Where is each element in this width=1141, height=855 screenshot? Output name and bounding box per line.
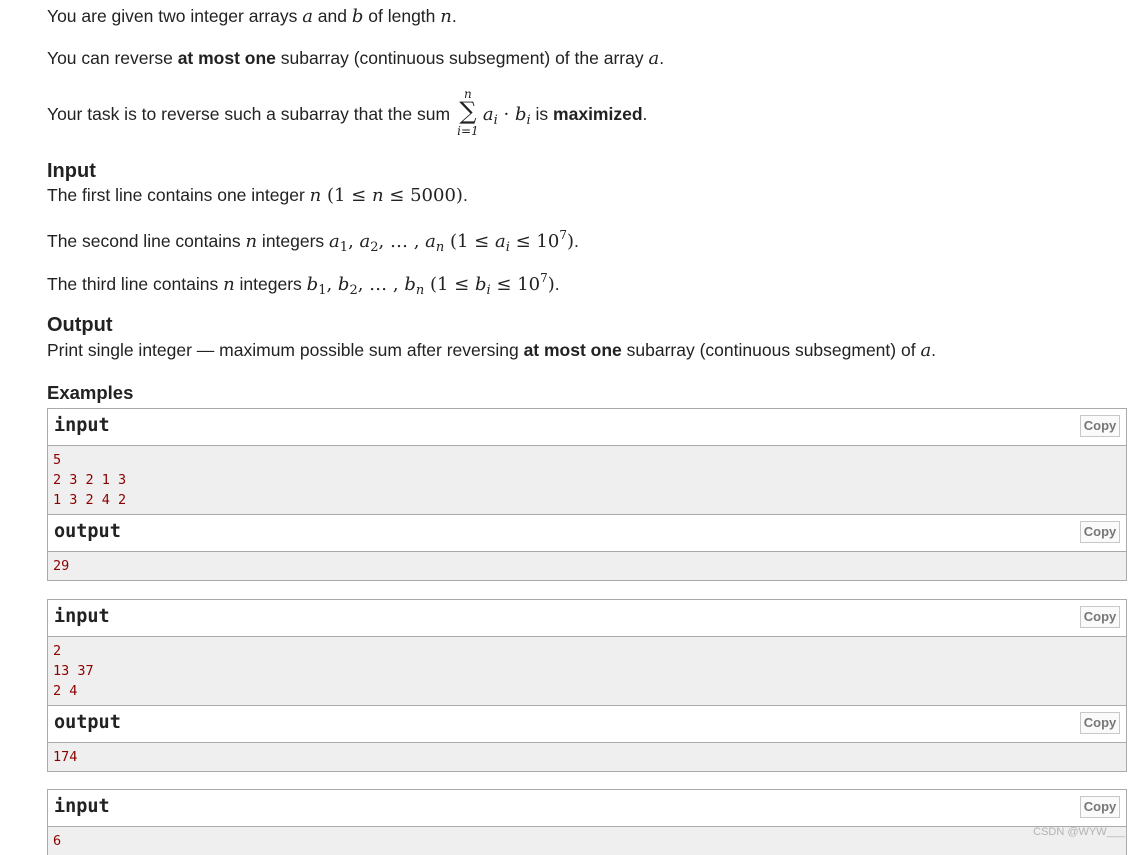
bold-text: maximized bbox=[553, 104, 643, 124]
math-sub: i bbox=[493, 113, 498, 128]
math-var: a bbox=[359, 231, 371, 252]
math-var: a bbox=[648, 48, 660, 69]
math-sub: i bbox=[505, 240, 510, 255]
text: You are given two integer arrays bbox=[47, 6, 303, 26]
text: You can reverse bbox=[47, 48, 178, 68]
input-line: 6 bbox=[53, 833, 62, 849]
text: . bbox=[554, 274, 560, 294]
math-sub: 2 bbox=[370, 240, 379, 255]
watermark: CSDN @WYW___ bbox=[1033, 826, 1125, 838]
math-var: a bbox=[920, 340, 932, 361]
math-var: n bbox=[245, 231, 258, 252]
text: integers bbox=[257, 231, 330, 251]
math-var: b bbox=[404, 274, 416, 295]
output-line: 174 bbox=[53, 749, 78, 765]
examples-heading: Examples bbox=[47, 382, 134, 403]
example-output-body bbox=[48, 552, 1126, 580]
input-label: input bbox=[54, 415, 110, 436]
math-sub: 1 bbox=[318, 283, 327, 298]
math-text: (1 ≤ bbox=[444, 231, 495, 252]
statement-paragraph-2 bbox=[47, 48, 664, 69]
math-text: ≤ 10 bbox=[509, 231, 560, 252]
math-op: · bbox=[497, 104, 515, 125]
text: subarray (continuous subsegment) of bbox=[621, 340, 921, 360]
math-var: a bbox=[425, 231, 436, 252]
example-3 bbox=[47, 789, 1127, 855]
math-text: , bbox=[348, 231, 360, 252]
math-text: ) bbox=[566, 231, 574, 252]
bold-text: at most one bbox=[177, 48, 276, 68]
input-line: 1 3 2 4 2 bbox=[53, 492, 127, 508]
math-sub: 1 bbox=[339, 240, 349, 255]
copy-button[interactable]: Copy bbox=[1080, 606, 1120, 628]
text: . bbox=[931, 340, 937, 360]
text: The first line contains one integer bbox=[47, 185, 310, 205]
input-label: input bbox=[54, 606, 110, 627]
input-line-3 bbox=[47, 271, 560, 298]
math-var: b bbox=[337, 274, 350, 295]
sum-upper: n bbox=[464, 87, 472, 101]
copy-button[interactable]: Copy bbox=[1080, 415, 1120, 437]
example-input-body bbox=[48, 637, 1126, 706]
math-var: b bbox=[306, 274, 319, 295]
text: The third line contains bbox=[47, 274, 224, 294]
text: . bbox=[462, 185, 468, 205]
text: Print single integer — maximum possible sum after reversing bbox=[47, 340, 524, 360]
text: . bbox=[642, 104, 648, 124]
math-var: b bbox=[351, 6, 364, 27]
math-text: ≤ 5000) bbox=[383, 185, 463, 206]
output-line: 29 bbox=[53, 558, 70, 574]
sum-symbol: ∑ bbox=[459, 97, 477, 125]
example-1 bbox=[47, 408, 1127, 581]
sum-lower: i=1 bbox=[457, 124, 479, 138]
example-output-header bbox=[48, 515, 1126, 552]
input-line: 2 bbox=[53, 643, 62, 659]
text: is bbox=[530, 104, 554, 124]
text: The second line contains bbox=[47, 231, 246, 251]
text: and bbox=[312, 6, 352, 26]
input-line-2 bbox=[47, 228, 579, 255]
example-2 bbox=[47, 599, 1127, 772]
math-var: n bbox=[440, 6, 452, 27]
math-sub: i bbox=[486, 283, 491, 298]
math-var: b bbox=[474, 274, 487, 295]
input-line-1 bbox=[47, 185, 468, 206]
math-var: a bbox=[302, 6, 313, 27]
example-input-header bbox=[48, 790, 1126, 827]
math-var: a bbox=[482, 104, 494, 125]
bold-text: at most one bbox=[523, 340, 622, 360]
text: . bbox=[451, 6, 457, 26]
example-input-header bbox=[48, 600, 1126, 637]
math-var: a bbox=[494, 231, 506, 252]
output-heading: Output bbox=[47, 314, 113, 336]
math-text: ≤ 10 bbox=[490, 274, 541, 295]
text: Your task is to reverse such a subarray that the sum bbox=[47, 104, 455, 124]
math-sup: 7 bbox=[540, 271, 548, 285]
example-input-body bbox=[48, 446, 1126, 515]
math-sub: n bbox=[415, 283, 425, 298]
math-sup: 7 bbox=[559, 228, 567, 242]
math-text: ) bbox=[547, 274, 555, 295]
example-input-body bbox=[48, 827, 1126, 855]
math-text: (1 ≤ bbox=[424, 274, 475, 295]
example-output-body bbox=[48, 743, 1126, 771]
math-text: , … , bbox=[357, 274, 405, 295]
text: integers bbox=[234, 274, 307, 294]
text: . bbox=[659, 48, 665, 68]
input-line: 13 37 bbox=[53, 663, 94, 679]
math-sub: n bbox=[435, 240, 445, 255]
math-var: n bbox=[371, 185, 384, 206]
math-var: n bbox=[223, 274, 235, 295]
input-label: input bbox=[54, 796, 110, 817]
text: subarray (continuous subsegment) of the array bbox=[275, 48, 649, 68]
math-text: , … , bbox=[378, 231, 426, 252]
example-output-header bbox=[48, 706, 1126, 743]
math-var: b bbox=[514, 104, 527, 125]
math-var: n bbox=[309, 185, 322, 206]
input-heading: Input bbox=[47, 160, 96, 182]
copy-button[interactable]: Copy bbox=[1080, 521, 1120, 543]
copy-button[interactable]: Copy bbox=[1080, 796, 1120, 818]
output-label: output bbox=[54, 712, 121, 733]
text: of length bbox=[363, 6, 441, 26]
output-line-1 bbox=[47, 340, 936, 361]
output-label: output bbox=[54, 521, 121, 542]
copy-button[interactable]: Copy bbox=[1080, 712, 1120, 734]
input-line: 5 bbox=[53, 452, 62, 468]
example-input-header bbox=[48, 409, 1126, 446]
input-line: 2 4 bbox=[53, 683, 78, 699]
math-text: (1 ≤ bbox=[321, 185, 372, 206]
math-sub: i bbox=[526, 113, 531, 128]
text: . bbox=[574, 231, 579, 251]
statement-paragraph-3 bbox=[47, 87, 648, 138]
statement-paragraph-1 bbox=[47, 6, 457, 27]
summation bbox=[455, 87, 483, 138]
math-text: , bbox=[326, 274, 338, 295]
math-sub: 2 bbox=[349, 283, 358, 298]
input-line: 2 3 2 1 3 bbox=[53, 472, 127, 488]
math-var: a bbox=[329, 231, 340, 252]
